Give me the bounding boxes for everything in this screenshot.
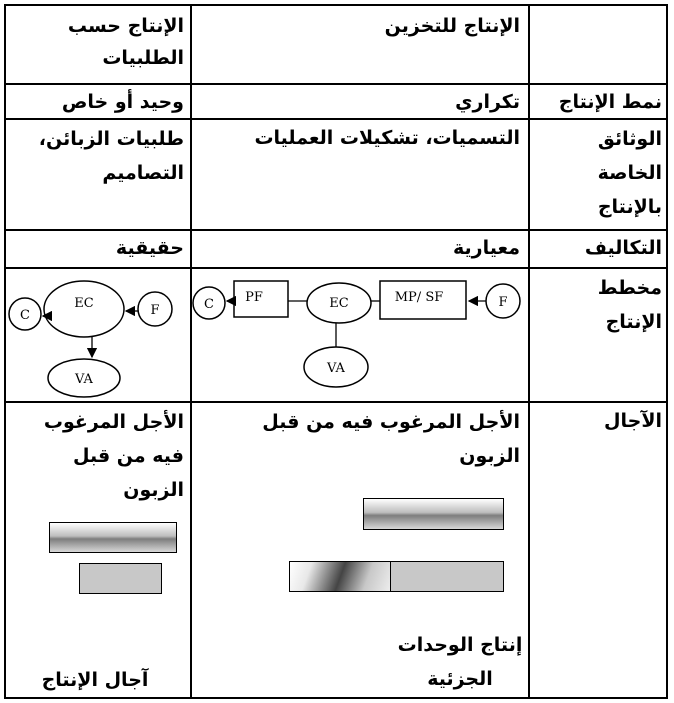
svg-text:VA: VA [75, 372, 93, 387]
svg-text:C: C [204, 297, 214, 312]
row-label-deadlines: الآجال [604, 410, 662, 432]
row-label-documents: الوثائق الخاصة بالإنتاج [597, 128, 662, 218]
svg-text:VA: VA [327, 361, 345, 376]
table-border-bottom [4, 697, 668, 699]
costs-order: حقيقية [115, 237, 184, 259]
order-deadline-footer: آجال الإنتاج [41, 669, 149, 691]
svg-text:MP/ SF: MP/ SF [394, 290, 444, 305]
stock-node-ec [307, 283, 371, 323]
production-type-order: وحيد أو خاص [61, 91, 184, 113]
svg-text:F: F [150, 303, 160, 318]
stock-deadline-bar [363, 498, 504, 530]
stock-node-f [486, 284, 520, 318]
row-separator-1 [4, 83, 668, 85]
production-type-stock: تكراري [455, 91, 520, 113]
row-label-production-type: نمط الإنتاج [558, 91, 662, 113]
stock-node-va [304, 347, 368, 387]
table-border-top [4, 4, 668, 6]
stock-deadline-footer: إنتاج الوحدات الجزئية [397, 634, 523, 690]
svg-text:PF: PF [245, 290, 263, 305]
svg-text:F: F [498, 295, 508, 310]
order-deadline-bar [49, 522, 177, 553]
stock-production-diagram [192, 269, 528, 401]
row-separator-3 [4, 229, 668, 231]
stock-node-mpsf [380, 281, 466, 319]
documents-order: طلبيات الزبائن، التصاميم [38, 128, 184, 184]
deadlines-order: الأجل المرغوب فيه من قبل الزبون [43, 411, 184, 501]
row-label-costs: التكاليف [584, 237, 662, 259]
stock-production-bar-flat [390, 561, 504, 592]
order-production-diagram [6, 269, 190, 401]
row-separator-2 [4, 118, 668, 120]
header-order-based: الإنتاج حسب الطلبيات [67, 15, 184, 69]
documents-stock: التسميات، تشكيلات العمليات [254, 127, 520, 149]
table-border-right [666, 4, 668, 699]
stock-production-bar-gradient [289, 561, 392, 592]
order-node-c [9, 298, 41, 330]
order-production-bar [79, 563, 162, 594]
row-separator-5 [4, 401, 668, 403]
row-label-scheme: مخطط الإنتاج [597, 277, 662, 333]
column-separator-2 [528, 4, 530, 699]
svg-text:EC: EC [74, 296, 94, 311]
deadlines-stock: الأجل المرغوب فيه من قبل الزبون [262, 411, 520, 467]
stock-node-c [193, 287, 225, 319]
costs-stock: معيارية [453, 237, 520, 259]
svg-text:C: C [20, 308, 30, 323]
order-node-ec [44, 281, 124, 337]
svg-text:EC: EC [329, 296, 349, 311]
order-node-va [48, 359, 120, 397]
stock-node-pf [234, 281, 288, 317]
order-node-f [138, 292, 172, 326]
header-stock-based: الإنتاج للتخزين [384, 15, 520, 37]
